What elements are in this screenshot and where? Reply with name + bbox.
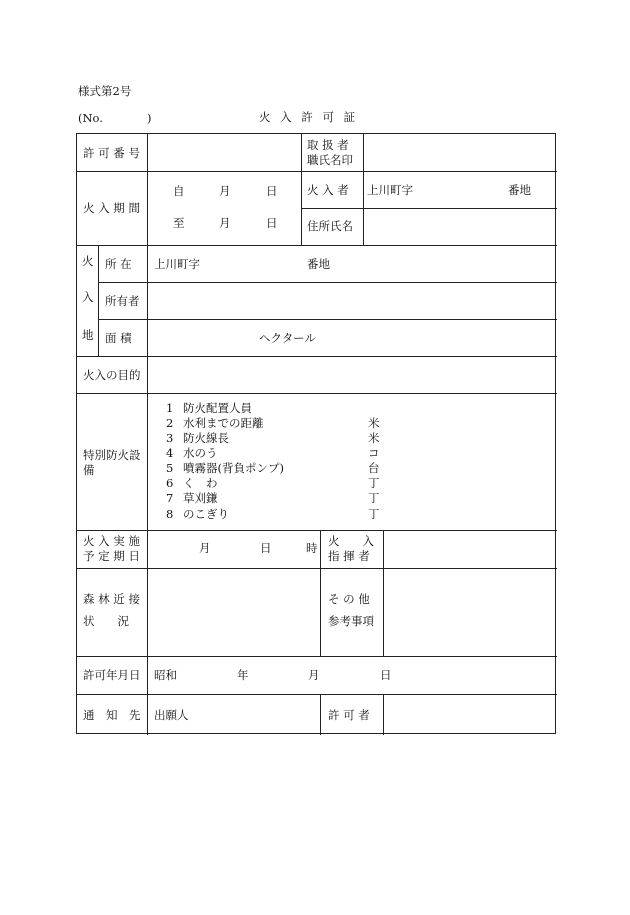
equipment-name: のこぎり xyxy=(183,507,229,521)
burn-period-label: 火 入 期 間 xyxy=(83,201,140,215)
scheduled-hour: 時 xyxy=(306,541,318,555)
location-label: 所 在 xyxy=(105,257,132,271)
row-divider xyxy=(98,282,557,283)
commander-label-line1: 火 入 xyxy=(328,534,374,548)
row-divider xyxy=(77,530,557,531)
row-divider xyxy=(77,656,557,657)
row-divider xyxy=(77,356,557,357)
equipment-num: 6 xyxy=(166,476,174,490)
equipment-unit: 丁 xyxy=(368,507,380,521)
col-divider xyxy=(98,245,99,356)
equipment-name: 防火線長 xyxy=(183,431,229,445)
row-divider xyxy=(77,568,557,569)
area-unit: ヘクタール xyxy=(259,331,317,345)
col-divider xyxy=(147,245,148,356)
location-town: 上川町字 xyxy=(154,257,200,271)
period-to-month: 月 xyxy=(219,216,231,230)
burn-site-char-3: 地 xyxy=(82,328,94,342)
special-equipment-label-line2: 備 xyxy=(83,463,95,477)
burn-site-char-1: 火 xyxy=(82,254,94,268)
equipment-num: 5 xyxy=(166,461,174,475)
area-label: 面 積 xyxy=(105,331,132,345)
row-divider xyxy=(77,694,557,695)
permitter-label: 許 可 者 xyxy=(328,708,370,722)
permit-date-year: 年 xyxy=(237,668,249,682)
permit-number-label: 許 可 番 号 xyxy=(83,146,140,160)
forest-label-line2: 状 況 xyxy=(83,614,129,628)
row-divider xyxy=(77,171,557,172)
applicant-label: 出願人 xyxy=(154,708,189,722)
equipment-num: 8 xyxy=(166,507,174,521)
permit-date-label: 許可年月日 xyxy=(83,668,141,682)
col-divider xyxy=(320,694,321,735)
permit-no-close: ) xyxy=(147,111,152,125)
form-number: 様式第2号 xyxy=(78,84,132,98)
handler-label-line1: 取 扱 者 xyxy=(307,138,349,152)
equipment-name: 草刈鎌 xyxy=(183,491,218,505)
row-divider xyxy=(77,245,557,246)
other-label-line2: 参考事項 xyxy=(328,614,374,628)
other-label-line1: そ の 他 xyxy=(328,592,370,606)
row-divider xyxy=(77,393,557,394)
burner-banchi: 番地 xyxy=(508,183,531,197)
notice-label: 通 知 先 xyxy=(83,708,141,722)
col-divider xyxy=(301,134,302,245)
burn-site-char-2: 入 xyxy=(82,290,94,304)
permit-date-month: 月 xyxy=(308,668,320,682)
handler-label-line2: 職氏名印 xyxy=(307,153,353,167)
scheduled-label-line1: 火 入 実 施 xyxy=(83,534,140,548)
col-divider xyxy=(147,393,148,735)
equipment-name: く わ xyxy=(183,476,218,490)
equipment-unit: 丁 xyxy=(368,476,380,490)
equipment-unit: 台 xyxy=(368,461,380,475)
col-divider xyxy=(320,530,321,656)
equipment-name: 水利までの距離 xyxy=(183,416,264,430)
purpose-label: 火入の目的 xyxy=(83,368,141,382)
period-from-day: 日 xyxy=(266,184,278,198)
permit-date-era: 昭和 xyxy=(154,668,177,682)
address-name-label: 住所氏名 xyxy=(307,219,353,233)
equipment-name: 噴霧器(背負ポンプ) xyxy=(183,461,284,475)
equipment-unit: 米 xyxy=(368,416,380,430)
col-divider xyxy=(383,530,384,656)
period-to-day: 日 xyxy=(266,216,278,230)
scheduled-label-line2: 予 定 期 日 xyxy=(83,549,140,563)
equipment-num: 4 xyxy=(166,446,174,460)
period-from-month: 月 xyxy=(219,184,231,198)
forest-label-line1: 森 林 近 接 xyxy=(83,592,140,606)
period-to: 至 xyxy=(173,216,185,230)
burner-town: 上川町字 xyxy=(367,183,413,197)
row-divider xyxy=(301,208,557,209)
burner-label: 火 入 者 xyxy=(307,183,349,197)
col-divider xyxy=(383,694,384,735)
row-divider xyxy=(98,319,557,320)
commander-label-line2: 指 揮 者 xyxy=(328,549,370,563)
document-title: 火 入 許 可 証 xyxy=(259,110,359,124)
equipment-name: 防火配置人員 xyxy=(183,401,252,415)
col-divider xyxy=(147,134,148,245)
permit-no-open: (No. xyxy=(78,111,103,125)
period-from: 自 xyxy=(173,184,185,198)
special-equipment-label-line1: 特別防火設 xyxy=(83,448,141,462)
equipment-unit: コ xyxy=(368,446,380,460)
col-divider xyxy=(147,356,148,393)
equipment-num: 7 xyxy=(166,491,174,505)
scheduled-day: 日 xyxy=(260,541,272,555)
equipment-num: 3 xyxy=(166,431,174,445)
equipment-name: 水のう xyxy=(183,446,218,460)
owner-label: 所有者 xyxy=(105,294,140,308)
equipment-num: 1 xyxy=(166,401,174,415)
location-banchi: 番地 xyxy=(307,257,330,271)
equipment-unit: 米 xyxy=(368,431,380,445)
equipment-unit: 丁 xyxy=(368,491,380,505)
permit-date-day: 日 xyxy=(380,668,392,682)
col-divider xyxy=(363,134,364,245)
equipment-num: 2 xyxy=(166,416,174,430)
scheduled-month: 月 xyxy=(199,541,211,555)
